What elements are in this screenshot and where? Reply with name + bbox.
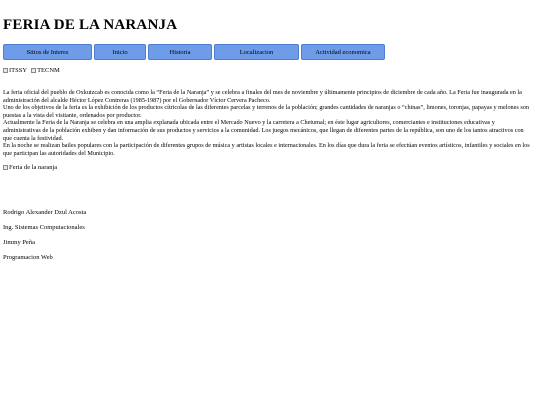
nav-sitios-de-interes-button[interactable]: Sitios de Interes <box>3 44 92 60</box>
logo-row <box>3 67 60 74</box>
career-name: Ing. Sistemas Computacionales <box>3 224 85 231</box>
teacher-name: Jimmy Peña <box>3 239 35 246</box>
feria-photo-alt: Feria de la naranja <box>9 164 58 171</box>
broken-image-icon <box>3 165 8 170</box>
credits <box>3 209 86 269</box>
nav-inicio-button[interactable]: Inicio <box>94 44 146 60</box>
author-name: Rodrigo Alexander Dzul Acosta <box>3 209 87 216</box>
broken-image-icon <box>31 68 36 73</box>
broken-image-icon <box>3 68 8 73</box>
article-paragraph: La feria oficial del pueblo de Oxkutzcab es conocida como la “Feria de la Naranja” y se celebra a finales del mes de noviembre y últimamente principios de diciembre de cada año. La Feria fue inaugurada en la administración del alcalde Héctor López Contreras (1985-1987) por el Gobernador Víctor Cervera Pacheco. <box>3 89 522 104</box>
feria-photo <box>3 164 57 171</box>
article-paragraph: En la noche se realizan bailes populares con la participación de diferentes grupos de música y artistas locales e internacionales. En los días que dura la feria se efectúan eventos artísticos, infantiles y sociales en los que participan las autoridades del Municipio. <box>3 142 530 157</box>
nav-localizacion-button[interactable]: Localizacion <box>214 44 299 60</box>
main-nav <box>3 44 385 60</box>
article-text <box>3 89 533 157</box>
tecnm-logo-alt: TECNM <box>37 67 60 74</box>
article-paragraph: Actualmente la Feria de la Naranja se celebra en una amplia explanada ubicada entre el Mercado Nuevo y la carretera a Chetumal; en éste lugar agricultores, comerciantes e instituciones educativas y administrativas de la población exhiben y dan información de sus productos y servicios a la comunidad. Los juegos mecánicos, que llegan de diferentes partes de la república, son uno de los tantos atractivos con que cuenta la festividad. <box>3 119 524 142</box>
itssy-logo <box>3 67 27 74</box>
article-paragraph: Uno de los objetivos de la feria es la exhibición de los productos cítricolas de las diferentes parcelas y terrenos de la población; grandes cantidades de naranjas o “chinas”, limones, toronjas, papayas y melones son puestas a la vista del visitante, ordenados por productor. <box>3 104 529 119</box>
page-title: FERIA DE LA NARANJA <box>3 17 178 33</box>
subject-name: Programacion Web <box>3 254 53 261</box>
nav-historia-button[interactable]: Historia <box>148 44 212 60</box>
nav-actividad-economica-button[interactable]: Actividad economica <box>301 44 385 60</box>
itssy-logo-alt: ITSSY <box>9 67 28 74</box>
tecnm-logo <box>31 67 60 74</box>
